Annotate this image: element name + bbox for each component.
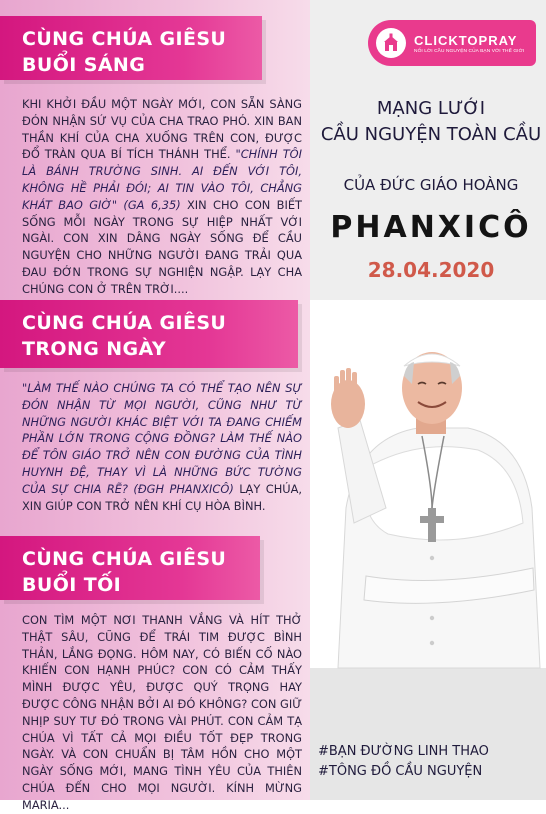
pope-name: PHANXICÔ xyxy=(330,210,532,245)
hashtag-item[interactable]: #BẠN ĐƯỜNG LINH THAO xyxy=(318,744,489,759)
daytime-text xyxy=(22,380,302,514)
clicktopray-logo[interactable] xyxy=(368,20,536,66)
morning-heading-line1: CÙNG CHÚA GIÊSU xyxy=(22,28,227,50)
daytime-text-after: LẠY CHÚA, XIN GIÚP CON TRỞ NÊN KHÍ CỤ HÒA BÌNH. xyxy=(22,481,303,513)
hashtag-item[interactable]: #TÔNG ĐỒ CẦU NGUYỆN xyxy=(318,764,483,779)
morning-heading-line2: BUỔI SÁNG xyxy=(22,54,146,76)
morning-quote: "CHÍNH TÔI LÀ BÁNH TRƯỜNG SINH. AI ĐẾN VỚI TÔI, KHÔNG HỀ PHẢI ĐÓI; AI TIN VÀO TÔI, CHẲNG KHÁT BAO GIỜ" (GA 6,35) xyxy=(22,147,302,212)
church-icon xyxy=(376,28,406,58)
brand-name: CLICKTOPRAY xyxy=(414,32,518,48)
morning-text-after: XIN CHO CON BIẾT SỐNG MỖI NGÀY TRONG SỰ HIỆP NHẤT VỚI NGÀI. CON XIN DÂNG NGÀY SỐNG ĐỂ CẦU NGUYỆN CHO NHỮNG NGƯỜI ĐANG TRẢI QUA ĐAU ĐỚN TRONG SỰ NGHIỆN NGẬP. LẠY CHA CHÚNG CON Ở TRÊN TRỜI.... xyxy=(22,197,302,296)
morning-text xyxy=(22,96,302,298)
brand-tagline: NỐI LỜI CẦU NGUYỆN CỦA BẠN VỚI THẾ GIỚI xyxy=(414,48,525,54)
network-title-line2: CẦU NGUYỆN TOÀN CẦU xyxy=(320,124,542,145)
daytime-heading-line2: TRONG NGÀY xyxy=(22,338,166,360)
daytime-heading-line1: CÙNG CHÚA GIÊSU xyxy=(22,312,227,334)
network-title xyxy=(318,96,544,148)
daytime-heading xyxy=(0,300,298,368)
pope-photo xyxy=(318,318,546,668)
evening-heading-line1: CÙNG CHÚA GIÊSU xyxy=(22,548,227,570)
evening-heading-line2: BUỔI TỐI xyxy=(22,574,122,596)
daytime-quote: "LÀM THẾ NÀO CHÚNG TA CÓ THỂ TẠO NÊN SỰ ĐÓN NHẬN TỪ MỌI NGƯỜI, CŨNG NHƯ TỪ NHỮNG NGƯỜI KHÁC BIỆT VỚI TA ĐANG CHIẾM PHẦN LỚN TRONG CỘNG ĐỒNG? LÀM THẾ NÀO ĐỂ TÔN GIÁO TRỞ NÊN CON ĐƯỜNG CỦA TÌNH HUYNH ĐỆ, THAY VÌ LÀ NHỮNG BỨC TƯỜNG CỦA SỰ CHIA RẼ? (ĐGH PHANXICÔ) xyxy=(22,381,302,496)
network-title-line1: MẠNG LƯỚI xyxy=(376,98,486,119)
morning-heading xyxy=(0,16,262,80)
hashtags xyxy=(318,742,544,782)
date: 28.04.2020 xyxy=(367,258,495,282)
morning-text-before: KHI KHỞI ĐẦU MỘT NGÀY MỚI, CON SẴN SÀNG ĐÓN NHẬN SỨ VỤ CỦA CHA TRAO PHÓ. XIN BAN THẦN KHÍ CỦA CHA XUỐNG TRÊN CON, ĐƯỢC ĐỔ TRÀN QUA BÍ TÍCH THÁNH THỂ. xyxy=(22,97,302,162)
evening-text: CON TÌM MỘT NƠI THANH VẮNG VÀ HÍT THỞ THẬT SÂU, CŨNG ĐỂ TRÁI TIM ĐƯỢC BÌNH THẢN, LẮNG ĐỌNG. HÔM NAY, CÓ BIẾN CỐ NÀO KHIẾN CON HẠNH PHÚC? CON CÓ CẢM THẤY MÌNH ĐƯỢC YÊU, ĐƯỢC QUÝ TRỌNG HAY ĐƯỢC CÔNG NHẬN BỞI AI ĐÓ KHÔNG? CON GIỮ NHỊP SUY TƯ ĐÓ TRONG VÀI PHÚT. CON CẢM TẠ CHÚA VÌ TẤT CẢ MỌI ĐIỀU TỐT ĐẸP TRONG NGÀY. VÀ CON CHUẨN BỊ TÂM HỒN CHO MỘT NGÀY SỐNG MỚI, MANG TÌNH YÊU CỦA THIÊN CHÚA ĐẾN CHO MỌI NGƯỜI. KÍNH MỪNG MARIA... xyxy=(22,613,302,812)
evening-heading xyxy=(0,536,260,600)
pope-label: CỦA ĐỨC GIÁO HOÀNG xyxy=(343,176,519,194)
